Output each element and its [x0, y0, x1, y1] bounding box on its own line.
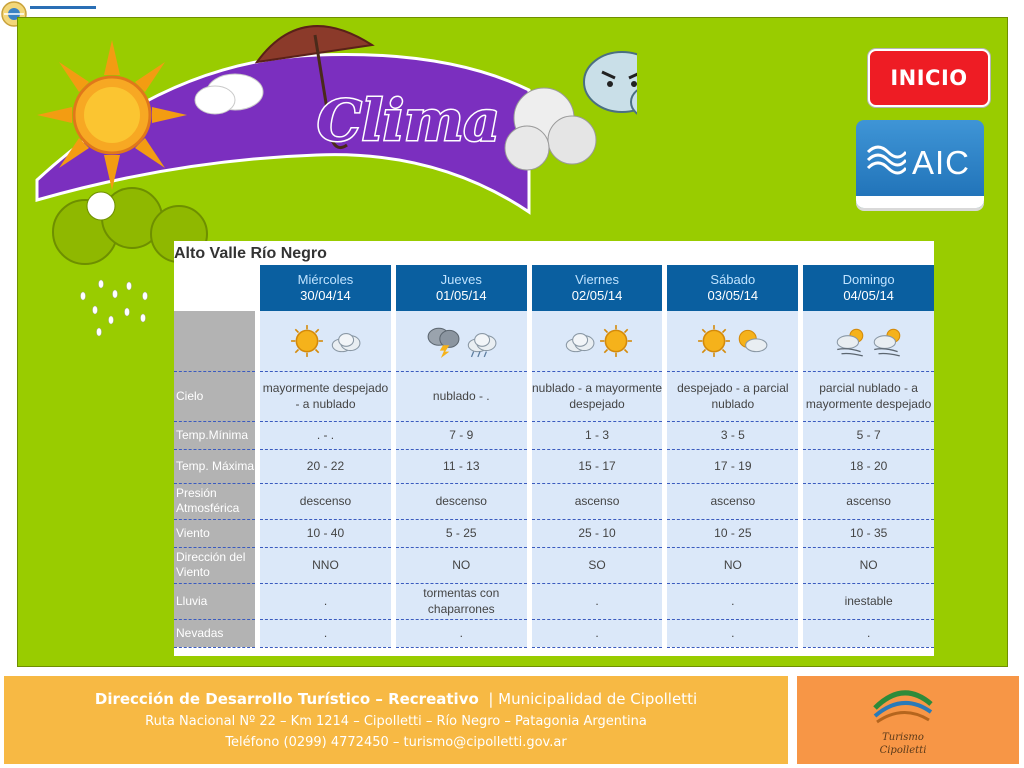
cell-presion: descenso: [260, 483, 391, 519]
aic-card-base: [856, 196, 984, 208]
row-viento: [174, 519, 934, 547]
cell-viento: 10 - 25: [667, 519, 798, 547]
day-date: 02/05/14: [571, 288, 623, 303]
partly-cloudy-icon: [735, 324, 769, 358]
raindrops-illustration-icon: [81, 280, 148, 336]
footer-org-name: Dirección de Desarrollo Turístico – Recreativo: [94, 690, 479, 708]
cell-presion: descenso: [396, 483, 527, 519]
cell-presion: ascenso: [803, 483, 934, 519]
cell-cielo: despejado - a parcial nublado: [667, 371, 798, 421]
cell-temp_max: 18 - 20: [803, 449, 934, 483]
cell-direccion: SO: [532, 547, 663, 583]
turismo-cipolletti-logo-icon: [867, 682, 939, 760]
aic-label: AIC: [911, 144, 970, 181]
cell-direccion: NO: [667, 547, 798, 583]
row-cielo: [174, 371, 934, 421]
day-header: [667, 265, 798, 311]
cell-cielo: parcial nublado - a mayormente despejado: [803, 371, 934, 421]
day-weather-icons: [396, 311, 527, 371]
footer-phone-email: Teléfono (0299) 4772450 – turismo@cipolletti.gov.ar: [225, 735, 567, 750]
icons-label-cell: [174, 311, 255, 371]
header-corner: [174, 265, 255, 311]
region-title: Alto Valle Río Negro: [174, 245, 327, 262]
day-name: Viernes: [575, 272, 619, 287]
day-date: 30/04/14: [300, 288, 351, 303]
cell-presion: ascenso: [667, 483, 798, 519]
cell-direccion: NNO: [260, 547, 391, 583]
row-icons: [174, 311, 934, 371]
row-label-presion: Presión Atmosférica: [174, 483, 255, 519]
cell-nevadas: .: [396, 619, 527, 647]
cell-temp_max: 17 - 19: [667, 449, 798, 483]
footer-separator: |: [488, 690, 494, 708]
footer-logo-panel: [797, 676, 1019, 764]
aic-link-button[interactable]: [856, 120, 984, 208]
cell-temp_min: 5 - 7: [803, 421, 934, 449]
cell-temp_max: 15 - 17: [532, 449, 663, 483]
day-date: 04/05/14: [843, 288, 894, 303]
day-header: [532, 265, 663, 311]
day-name: Domingo: [842, 272, 895, 287]
cell-presion: ascenso: [532, 483, 663, 519]
day-name: Sábado: [710, 272, 756, 287]
cell-lluvia: .: [532, 583, 663, 619]
cell-temp_min: . - .: [260, 421, 391, 449]
cell-lluvia: tormentas con chaparrones: [396, 583, 527, 619]
row-lluvia: [174, 583, 934, 619]
banner-title: Clima: [317, 88, 500, 154]
cloud-icon: [561, 324, 595, 358]
sun-icon: [599, 324, 633, 358]
cell-nevadas: .: [667, 619, 798, 647]
cell-lluvia: .: [667, 583, 798, 619]
cell-direccion: NO: [803, 547, 934, 583]
row-temp_min: [174, 421, 934, 449]
row-label-direccion: Dirección del Viento: [174, 547, 255, 583]
cell-temp_min: 3 - 5: [667, 421, 798, 449]
cell-lluvia: .: [260, 583, 391, 619]
row-label-cielo: Cielo: [174, 371, 255, 421]
windy-partly-cloudy-icon: [870, 324, 904, 358]
cell-viento: 5 - 25: [396, 519, 527, 547]
row-label-temp_max: Temp. Máxima: [174, 449, 255, 483]
cell-viento: 10 - 35: [803, 519, 934, 547]
footer-address: Ruta Nacional Nº 22 – Km 1214 – Cipolletti – Río Negro – Patagonia Argentina: [145, 714, 647, 729]
sun-icon: [290, 324, 324, 358]
row-temp_max: [174, 449, 934, 483]
svg-text:Cipolletti: Cipolletti: [879, 745, 927, 756]
day-weather-icons: [667, 311, 798, 371]
row-label-lluvia: Lluvia: [174, 583, 255, 619]
footer-org-line: [4, 690, 788, 708]
cell-cielo: nublado - .: [396, 371, 527, 421]
row-label-viento: Viento: [174, 519, 255, 547]
cell-viento: 25 - 10: [532, 519, 663, 547]
cloud-icon: [327, 324, 361, 358]
cell-temp_max: 11 - 13: [396, 449, 527, 483]
cell-temp_max: 20 - 22: [260, 449, 391, 483]
row-label-nevadas: Nevadas: [174, 619, 255, 647]
day-weather-icons: [260, 311, 391, 371]
row-direccion: [174, 547, 934, 583]
row-label-temp_min: Temp.Mínima: [174, 421, 255, 449]
cell-temp_min: 1 - 3: [532, 421, 663, 449]
row-presion: [174, 483, 934, 519]
cell-lluvia: inestable: [803, 583, 934, 619]
cell-nevadas: .: [532, 619, 663, 647]
cell-direccion: NO: [396, 547, 527, 583]
footer-municipality: Municipalidad de Cipolletti: [498, 690, 698, 708]
angry-cloud-illustration-icon: [584, 52, 637, 120]
cell-temp_min: 7 - 9: [396, 421, 527, 449]
cell-viento: 10 - 40: [260, 519, 391, 547]
day-header: [260, 265, 391, 311]
day-name: Miércoles: [297, 272, 354, 287]
rain-cloud-icon: [463, 324, 497, 358]
inicio-button[interactable]: INICIO: [868, 49, 990, 107]
row-nevadas: [174, 619, 934, 647]
row-header: [174, 265, 934, 311]
aic-waves-icon: [866, 138, 906, 178]
windy-partly-cloudy-icon: [833, 324, 867, 358]
day-date: 03/05/14: [707, 288, 759, 303]
cell-nevadas: .: [803, 619, 934, 647]
cell-cielo: nublado - a mayormente despejado: [532, 371, 663, 421]
weather-forecast-table: [174, 241, 934, 656]
day-weather-icons: [532, 311, 663, 371]
day-header: [803, 265, 934, 311]
storm-icon: [426, 324, 460, 358]
day-header: [396, 265, 527, 311]
cell-nevadas: .: [260, 619, 391, 647]
day-date: 01/05/14: [435, 288, 487, 303]
svg-text:Turismo: Turismo: [882, 732, 924, 743]
sun-illustration-icon: [37, 40, 187, 190]
forecast-grid: [174, 265, 934, 648]
day-weather-icons: [803, 311, 934, 371]
footer-contact: [4, 676, 788, 764]
sun-icon: [697, 324, 731, 358]
cell-cielo: mayormente despejado - a nublado: [260, 371, 391, 421]
day-name: Jueves: [440, 272, 482, 287]
